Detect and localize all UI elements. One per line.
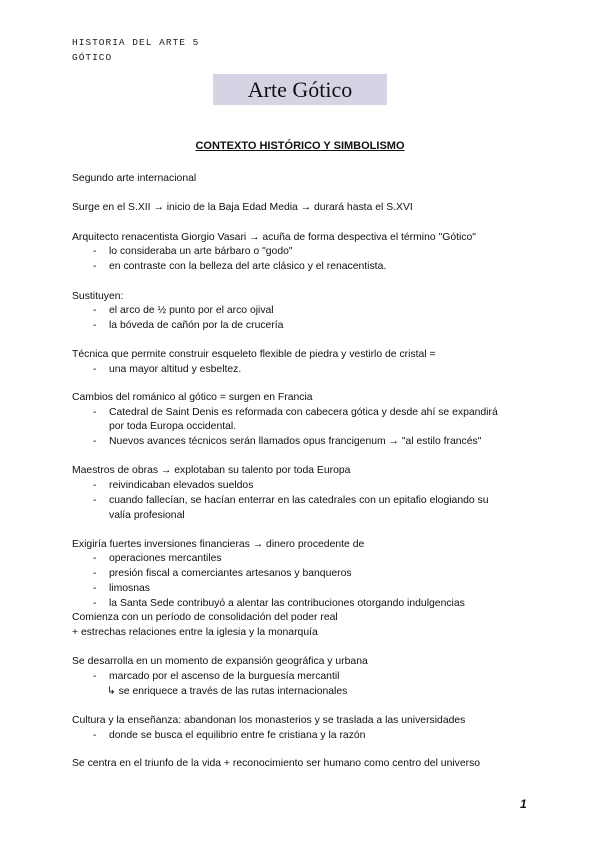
bullet-item: - lo consideraba un arte bárbaro o "godo"	[93, 246, 293, 257]
bullet-item: - Catedral de Saint Denis es reformada con cabecera gótica y desde ahí se expandirá	[93, 407, 498, 418]
bullet-item: - marcado por el ascenso de la burguesía mercantil	[93, 671, 340, 682]
paragraph: Cultura y la enseñanza: abandonan los monasterios y se traslada a las universidades	[72, 715, 466, 726]
bullet-item: - limosnas	[93, 583, 150, 594]
bullet-item: - una mayor altitud y esbeltez.	[93, 364, 242, 375]
paragraph: Se centra en el triunfo de la vida + reconocimiento ser humano como centro del universo	[72, 758, 481, 769]
section-title: CONTEXTO HISTÓRICO Y SIMBOLISMO	[195, 140, 405, 152]
bullet-continuation: por toda Europa occidental.	[109, 421, 237, 432]
bullet-item: - operaciones mercantiles	[93, 553, 222, 564]
paragraph: Sustituyen:	[72, 291, 124, 302]
paragraph: Técnica que permite construir esqueleto flexible de piedra y vestirlo de cristal =	[72, 349, 436, 360]
paragraph: Surge en el S.XII → inicio de la Baja Edad Media → durará hasta el S.XVI	[72, 202, 413, 213]
paragraph: Segundo arte internacional	[72, 173, 197, 184]
bullet-item: - cuando fallecían, se hacían enterrar en las catedrales con un epitafio elogiando su	[93, 495, 489, 506]
topic-header: GÓTICO	[72, 52, 113, 63]
page-number: 1	[520, 797, 527, 811]
sub-item: ↳ se enriquece a través de las rutas internacionales	[107, 686, 348, 697]
paragraph: Exigiría fuertes inversiones financieras → dinero procedente de	[72, 539, 365, 550]
paragraph: Arquitecto renacentista Giorgio Vasari → acuña de forma despectiva el término "Gótico"	[72, 232, 476, 243]
bullet-item: - en contraste con la belleza del arte clásico y el renacentista.	[93, 261, 387, 272]
bullet-item: - reivindicaban elevados sueldos	[93, 480, 254, 491]
paragraph: Se desarrolla en un momento de expansión geográfica y urbana	[72, 656, 368, 667]
bullet-item: - presión fiscal a comerciantes artesanos y banqueros	[93, 568, 352, 579]
bullet-item: - donde se busca el equilibrio entre fe cristiana y la razón	[93, 730, 366, 741]
paragraph: Maestros de obras → explotaban su talento por toda Europa	[72, 465, 351, 476]
paragraph: + estrechas relaciones entre la iglesia y la monarquía	[72, 627, 318, 638]
course-header: HISTORIA DEL ARTE 5	[72, 37, 200, 48]
bullet-continuation: valía profesional	[109, 510, 185, 521]
bullet-item: - el arco de ½ punto por el arco ojival	[93, 305, 274, 316]
paragraph: Cambios del románico al gótico = surgen en Francia	[72, 392, 313, 403]
bullet-item: - la Santa Sede contribuyó a alentar las contribuciones otorgando indulgencias	[93, 598, 465, 609]
bullet-item: - Nuevos avances técnicos serán llamados opus francigenum → "al estilo francés"	[93, 436, 482, 447]
page-title: Arte Gótico	[213, 74, 387, 105]
paragraph: Comienza con un período de consolidación del poder real	[72, 612, 338, 623]
bullet-item: - la bóveda de cañón por la de crucería	[93, 320, 284, 331]
